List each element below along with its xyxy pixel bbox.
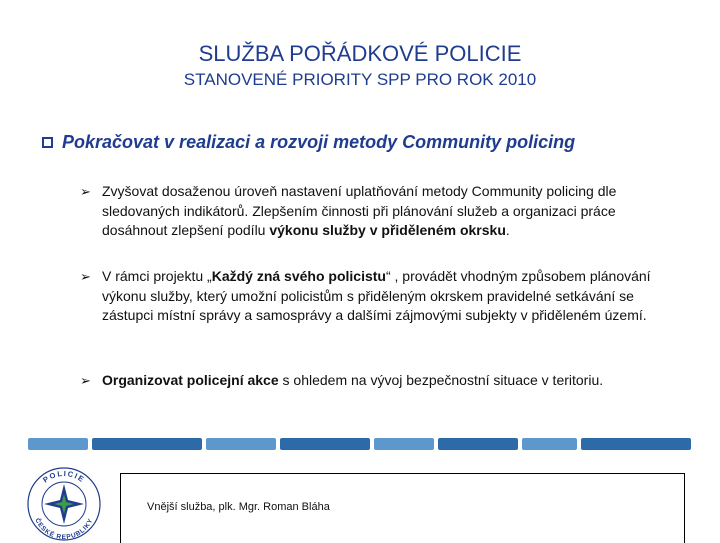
bullet-text-part: s ohledem na vývoj bezpečnostní situace v teritoriu.: [278, 372, 604, 388]
bullet-text-part: V rámci projektu „: [102, 268, 212, 284]
arrow-bullet-icon: ➢: [80, 184, 91, 199]
bullet-text: [102, 267, 680, 326]
bullet-text-part: “ , provádět vhodným způsobem plánování výkonu služby, který umožní policistům s přiděleným okrskem pravidelné setkávání se zástupci místní správy a samosprávy a dalšími zájmovými subjekty v přiděleném území.: [102, 268, 651, 323]
bullet-bold-text: Každý zná svého policistu: [211, 268, 386, 284]
page-title: SLUŽBA POŘÁDKOVÉ POLICIE: [198, 41, 522, 66]
footer-text: Vnější služba, plk. Mgr. Roman Bláha: [147, 501, 330, 513]
main-point: [42, 132, 575, 153]
checkbox-bullet-icon: [42, 137, 53, 148]
logo-top-text: POLICIE: [41, 468, 87, 485]
bullet-text: [102, 371, 680, 391]
bullet-item: [80, 267, 680, 326]
main-point-text: Pokračovat v realizaci a rozvoji metody Community policing: [62, 132, 576, 152]
bullet-item: [80, 182, 680, 241]
bullet-text-part: Zvyšovat dosaženou úroveň nastavení uplatňování metody Community policing dle sledovaných indikátorů. Zlepšením činnosti při plánování služeb a organizaci práce dosáhnout zlepšení podílu: [102, 183, 617, 238]
police-logo: [26, 466, 102, 542]
footer-box: [120, 473, 685, 543]
bullet-text-part: .: [505, 222, 510, 238]
bullet-item: [80, 371, 680, 391]
arrow-bullet-icon: ➢: [80, 269, 91, 284]
page-subtitle: STANOVENÉ PRIORITY SPP PRO ROK 2010: [183, 70, 537, 89]
bullet-bold-text: Organizovat policejní akce: [102, 372, 279, 388]
bullet-bold-text: výkonu služby v přiděleném okrsku: [269, 222, 506, 238]
bullet-text: [102, 182, 680, 241]
arrow-bullet-icon: ➢: [80, 373, 91, 388]
logo-bottom-text: ČESKÉ REPUBLIKY: [33, 517, 95, 542]
